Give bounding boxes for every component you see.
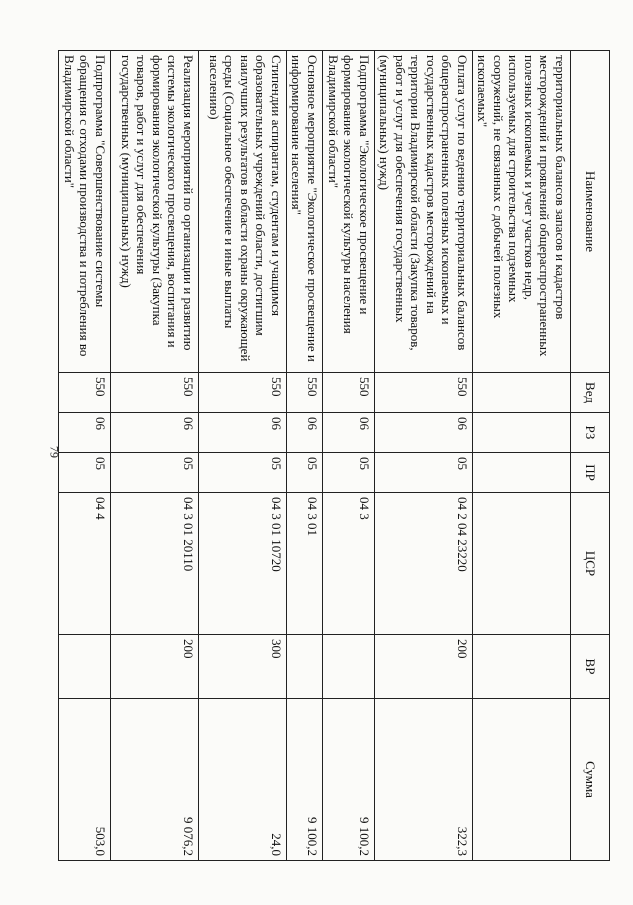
table-row bbox=[375, 51, 473, 861]
cell-rz: 06 bbox=[59, 413, 111, 453]
cell-name: Подпрограмма "Экологическое просвещение и формирование экологической культуры населения Владимирской области" bbox=[323, 51, 375, 373]
header-csr: ЦСР bbox=[571, 493, 610, 635]
header-pr: ПР bbox=[571, 453, 610, 493]
cell-vr bbox=[473, 635, 571, 699]
cell-sum: 24,0 bbox=[199, 699, 287, 861]
table-header-row bbox=[571, 51, 610, 861]
cell-csr bbox=[473, 493, 571, 635]
cell-pr: 05 bbox=[323, 453, 375, 493]
cell-pr: 05 bbox=[375, 453, 473, 493]
cell-name: Реализация мероприятий по организации и развитию системы экологического просвещения, воспитания и формирования экологической культуры (Закупка товаров, работ и услуг для обеспечения государственных (муниципальных) нужд) bbox=[111, 51, 199, 373]
cell-vr bbox=[59, 635, 111, 699]
cell-csr: 04 3 01 bbox=[287, 493, 323, 635]
cell-csr: 04 3 01 20110 bbox=[111, 493, 199, 635]
cell-vr bbox=[323, 635, 375, 699]
cell-name: Оплата услуг по ведению территориальных балансов общераспространенных полезных ископаемых и государственных кадастров месторождений на территории Владимирской области (Закупка товаров, работ и услуг для обеспечения государственных (муниципальных) нужд) bbox=[375, 51, 473, 373]
cell-csr: 04 4 bbox=[59, 493, 111, 635]
cell-pr: 05 bbox=[287, 453, 323, 493]
cell-csr: 04 3 01 10720 bbox=[199, 493, 287, 635]
header-sum: Сумма bbox=[571, 699, 610, 861]
cell-name: Стипендии аспирантам, студентам и учащимся образовательных учреждений области, достигшим наилучших результатов в области охраны окружающей среды (Социальное обеспечение и иные выплаты населению) bbox=[199, 51, 287, 373]
cell-ved: 550 bbox=[59, 373, 111, 413]
cell-name: Основное мероприятие "Экологическое просвещение и информирование населения" bbox=[287, 51, 323, 373]
header-rz: РЗ bbox=[571, 413, 610, 453]
cell-pr: 05 bbox=[199, 453, 287, 493]
cell-pr: 05 bbox=[59, 453, 111, 493]
cell-ved: 550 bbox=[375, 373, 473, 413]
cell-ved: 550 bbox=[323, 373, 375, 413]
cell-ved: 550 bbox=[199, 373, 287, 413]
header-vr: ВР bbox=[571, 635, 610, 699]
cell-sum bbox=[473, 699, 571, 861]
table-row bbox=[287, 51, 323, 861]
budget-table bbox=[58, 50, 610, 861]
table-row bbox=[473, 51, 571, 861]
cell-sum: 503,0 bbox=[59, 699, 111, 861]
page-number: 79 bbox=[47, 446, 62, 458]
cell-rz bbox=[473, 413, 571, 453]
cell-sum: 9 100,2 bbox=[287, 699, 323, 861]
cell-ved: 550 bbox=[111, 373, 199, 413]
cell-rz: 06 bbox=[287, 413, 323, 453]
table-row bbox=[111, 51, 199, 861]
cell-rz: 06 bbox=[375, 413, 473, 453]
cell-name: территориальных балансов запасов и кадастров месторождений и проявлений общераспространенных полезных ископаемых и учет участков недр, используемых для строительства подземных сооружений, не связанных с добычей полезных ископаемых" bbox=[473, 51, 571, 373]
cell-vr bbox=[287, 635, 323, 699]
cell-rz: 06 bbox=[111, 413, 199, 453]
cell-vr: 300 bbox=[199, 635, 287, 699]
header-name: Наименование bbox=[571, 51, 610, 373]
cell-ved: 550 bbox=[287, 373, 323, 413]
cell-rz: 06 bbox=[323, 413, 375, 453]
cell-pr: 05 bbox=[111, 453, 199, 493]
cell-csr: 04 3 bbox=[323, 493, 375, 635]
cell-name: Подпрограмма "Совершенствование системы обращения с отходами производства и потребления во Владимирской области" bbox=[59, 51, 111, 373]
cell-vr: 200 bbox=[375, 635, 473, 699]
cell-pr bbox=[473, 453, 571, 493]
cell-csr: 04 2 04 23220 bbox=[375, 493, 473, 635]
cell-sum: 9 076,2 bbox=[111, 699, 199, 861]
table-row bbox=[199, 51, 287, 861]
cell-sum: 9 100,2 bbox=[323, 699, 375, 861]
budget-table-rotated bbox=[62, 50, 610, 860]
header-ved: Вед bbox=[571, 373, 610, 413]
cell-ved bbox=[473, 373, 571, 413]
table-row bbox=[59, 51, 111, 861]
table-row bbox=[323, 51, 375, 861]
cell-rz: 06 bbox=[199, 413, 287, 453]
cell-vr: 200 bbox=[111, 635, 199, 699]
cell-sum: 322,3 bbox=[375, 699, 473, 861]
